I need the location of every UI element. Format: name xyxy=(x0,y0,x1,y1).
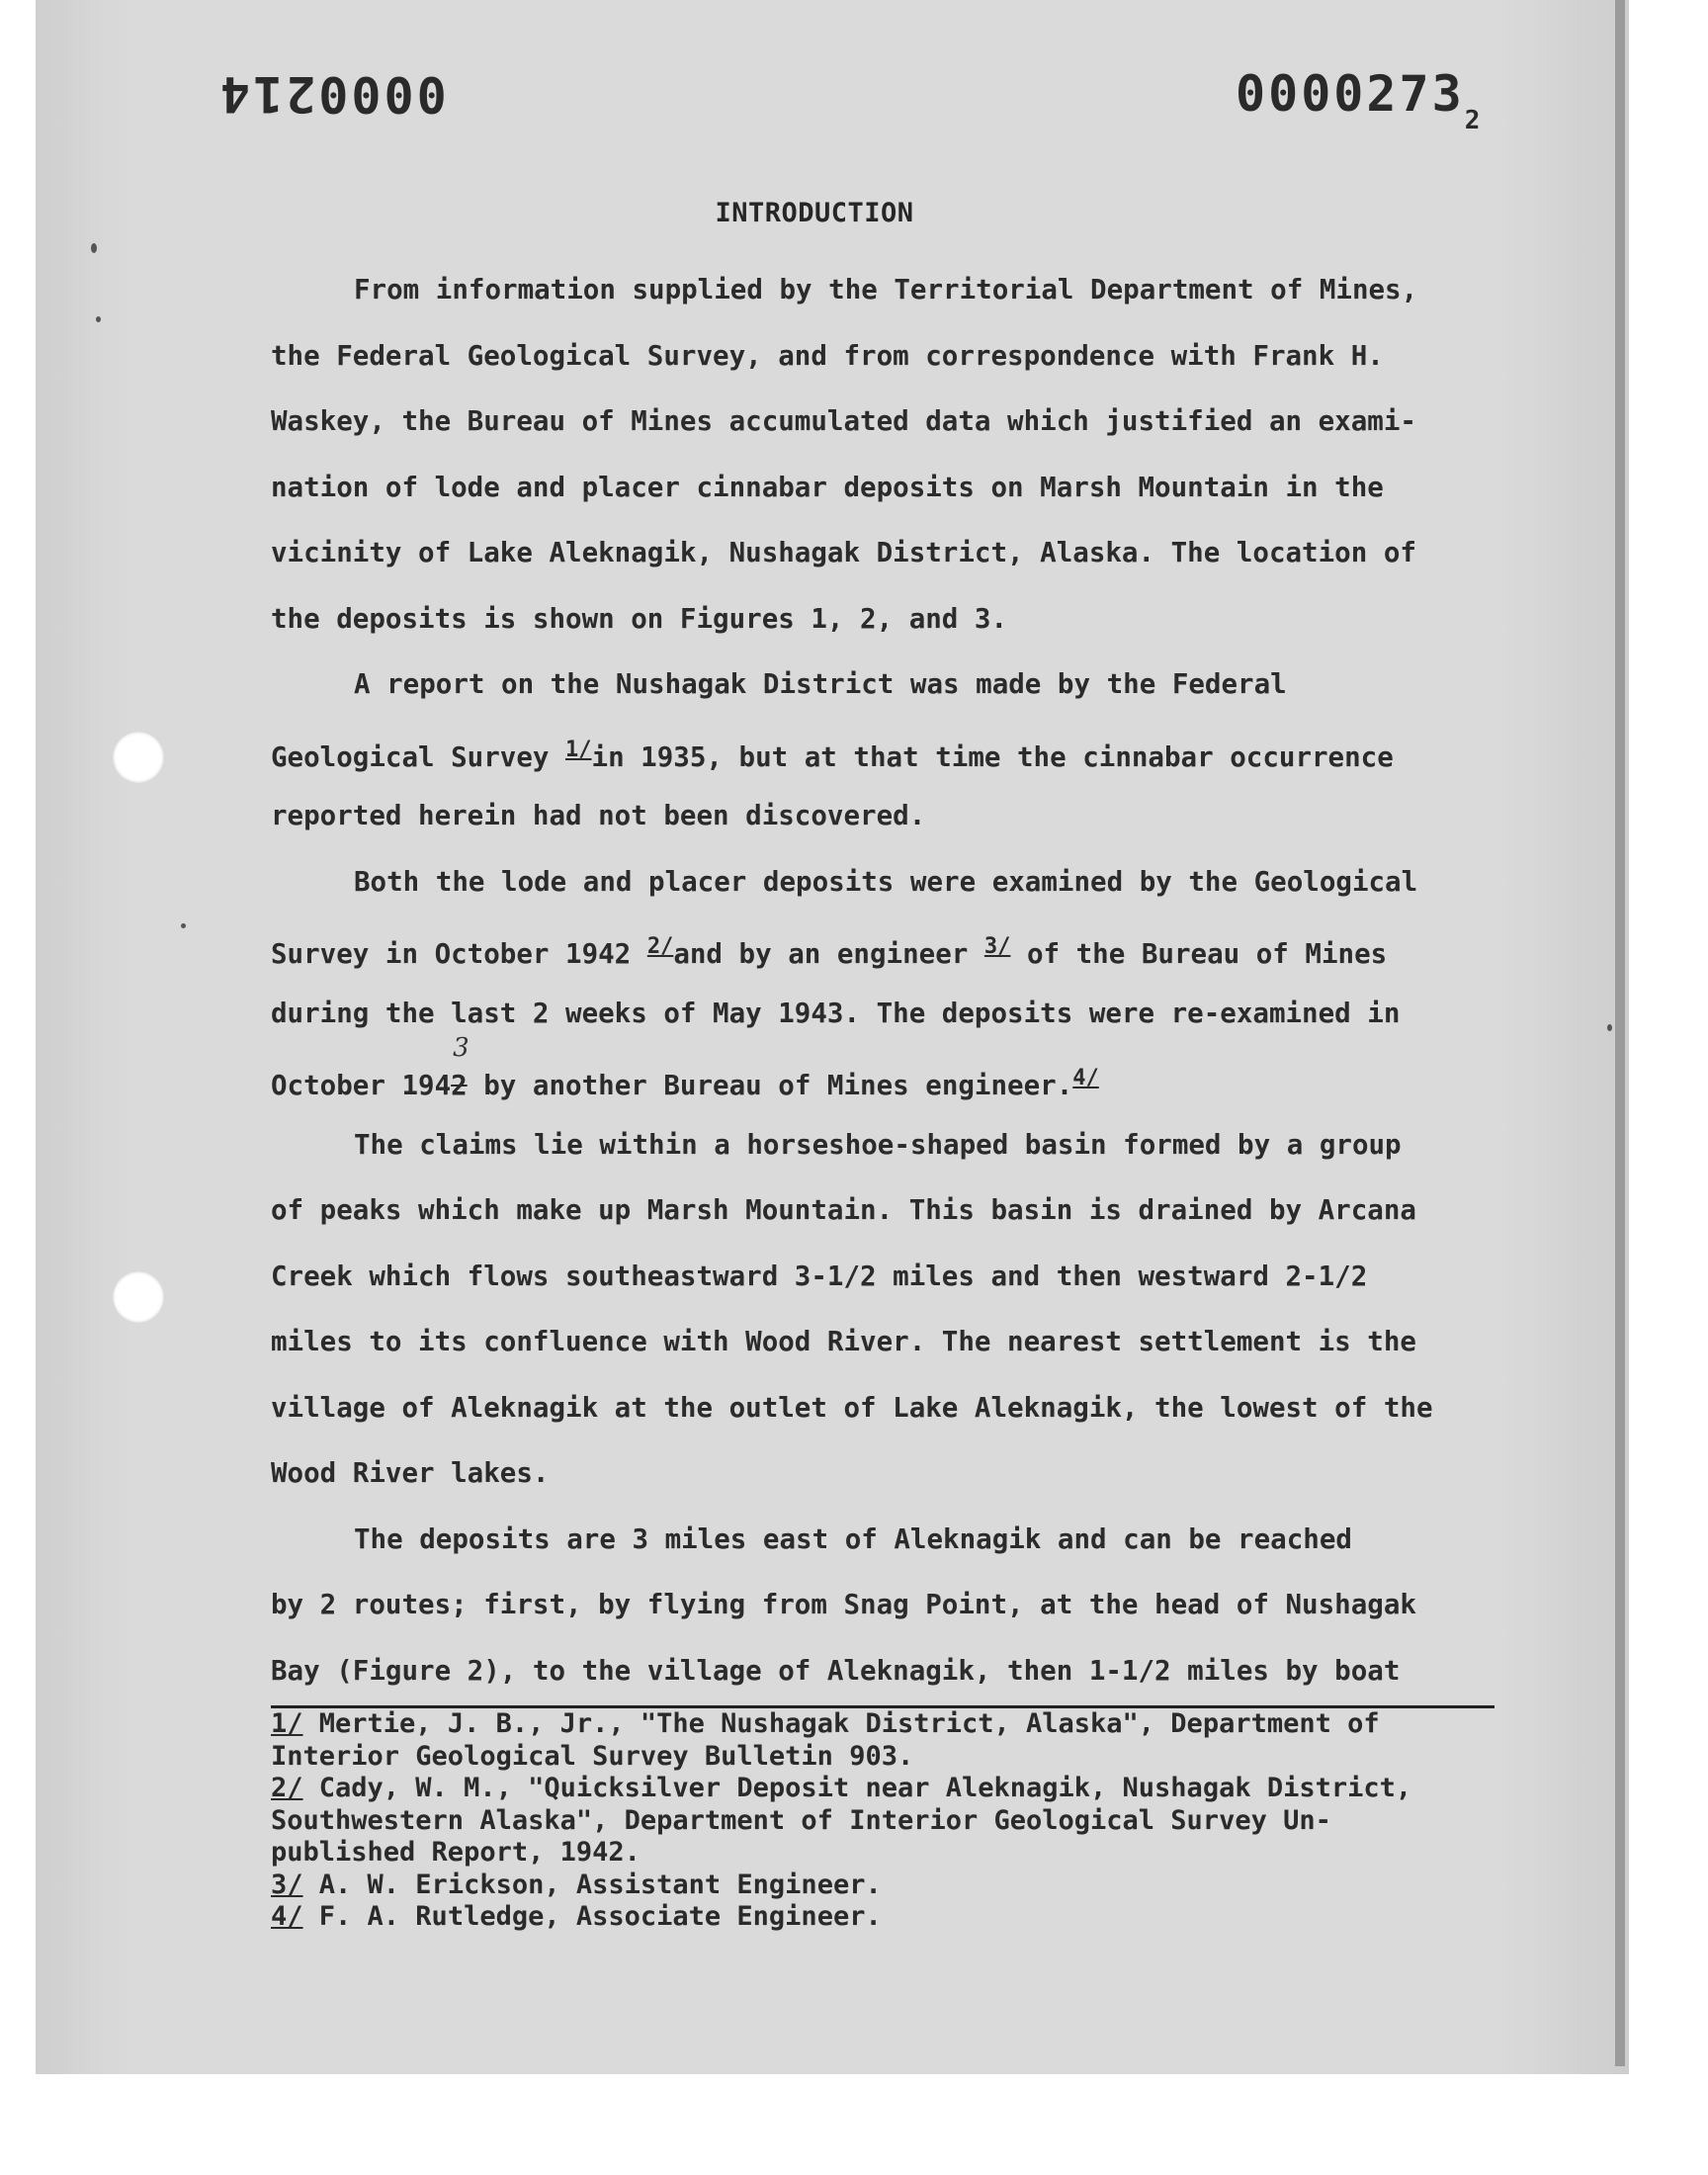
footnote-line xyxy=(271,1805,1494,1838)
footnote-mark: 4/ xyxy=(271,1901,303,1932)
footnote-line xyxy=(271,1773,1494,1805)
paragraph-3-line xyxy=(271,914,1437,981)
paragraph-5-line: Bay (Figure 2), to the village of Aleknagik, then 1-1/2 miles by boat xyxy=(271,1654,1401,1687)
footnote-text: A. W. Erickson, Assistant Engineer. xyxy=(302,1869,882,1900)
scan-speck xyxy=(96,316,101,322)
paragraph-5-line: The deposits are 3 miles east of Aleknagik and can be reached xyxy=(354,1522,1352,1555)
stamp-right-subscript: 2 xyxy=(1464,106,1481,135)
footnote-reference-3: 3/ xyxy=(983,934,1011,959)
paragraph-4-line: miles to its confluence with Wood River. The nearest settlement is the xyxy=(271,1326,1416,1357)
footnote-text: F. A. Rutledge, Associate Engineer. xyxy=(302,1901,882,1932)
handwritten-correction: 3 xyxy=(453,1033,470,1063)
footnote-line xyxy=(271,1901,1494,1934)
paragraph-4-line: village of Aleknagik at the outlet of Lake Aleknagik, the lowest of the xyxy=(271,1391,1433,1424)
paragraph-1-line: Waskey, the Bureau of Mines accumulated data which justified an exami- xyxy=(271,405,1416,437)
paragraph-3-line: Both the lode and placer deposits were examined by the Geological xyxy=(354,865,1418,898)
footnote-line xyxy=(271,1708,1494,1741)
footnote-reference-2: 2/ xyxy=(646,934,674,959)
paragraph-2-line: reported herein had not been discovered. xyxy=(271,800,926,831)
punch-hole-bottom xyxy=(113,1271,164,1323)
footnote-mark: 1/ xyxy=(271,1708,303,1739)
footnote-line xyxy=(271,1837,1494,1870)
punch-hole-top xyxy=(113,732,164,783)
page-stamp-right xyxy=(1236,65,1480,135)
footnote-text: Interior Geological Survey Bulletin 903. xyxy=(271,1740,914,1772)
footnote-line xyxy=(271,1741,1494,1774)
stamp-right-suffix: 3 xyxy=(1431,65,1465,123)
text-run: October 194 xyxy=(271,1070,452,1101)
paragraph-4-line: of peaks which make up Marsh Mountain. This basin is drained by Arcana xyxy=(271,1194,1416,1226)
paragraph-4-line: Wood River lakes. xyxy=(271,1457,550,1489)
stamp-right-number: 000027 xyxy=(1236,65,1432,123)
page-edge-shadow xyxy=(1615,0,1625,2066)
paragraph-2-line xyxy=(271,718,1437,784)
corrected-digit xyxy=(451,1033,470,1119)
footnote-line xyxy=(271,1870,1494,1902)
section-heading: INTRODUCTION xyxy=(715,198,914,228)
paragraph-1-line: vicinity of Lake Aleknagik, Nushagak District, Alaska. The location of xyxy=(271,537,1416,568)
paragraph-1-line: From information supplied by the Territorial Department of Mines, xyxy=(354,274,1418,305)
paragraph-4-line: The claims lie within a horseshoe-shaped basin formed by a group xyxy=(354,1128,1402,1161)
paragraph-1-line: the deposits is shown on Figures 1, 2, and 3. xyxy=(271,602,1008,635)
text-run: by another Bureau of Mines engineer. xyxy=(467,1070,1073,1101)
text-run: and by an engineer xyxy=(673,938,984,970)
page-stamp-left: 0000214 xyxy=(217,65,447,123)
body-text xyxy=(271,257,1437,1703)
footnote-text: Southwestern Alaska", Department of Interior Geological Survey Un- xyxy=(271,1804,1331,1836)
scan-speck xyxy=(91,243,97,253)
footnote-reference-4: 4/ xyxy=(1072,1066,1099,1090)
footnote-reference-1: 1/ xyxy=(565,737,592,762)
paragraph-3-line: during the last 2 weeks of May 1943. The deposits were re-examined in xyxy=(271,997,1401,1029)
text-run: of the Bureau of Mines xyxy=(1010,938,1388,970)
footnote-mark: 2/ xyxy=(271,1773,303,1803)
text-run: Geological Survey xyxy=(271,740,566,773)
struck-digit: 2 xyxy=(451,1070,468,1101)
paragraph-4-line: Creek which flows southeastward 3-1/2 miles and then westward 2-1/2 xyxy=(271,1260,1368,1292)
paragraph-1-line: the Federal Geological Survey, and from correspondence with Frank H. xyxy=(271,339,1384,372)
footnote-text: Cady, W. M., "Quicksilver Deposit near Aleknagik, Nushagak District, xyxy=(302,1773,1412,1803)
paragraph-5-line: by 2 routes; first, by flying from Snag Point, at the head of Nushagak xyxy=(271,1589,1416,1620)
footnote-text: published Report, 1942. xyxy=(271,1837,640,1868)
footnote-mark: 3/ xyxy=(271,1869,303,1900)
scan-speck xyxy=(1607,1024,1612,1031)
paragraph-3-line xyxy=(271,1033,1437,1112)
scan-speck xyxy=(181,923,186,928)
text-run: in 1935, but at that time the cinnabar occurrence xyxy=(591,740,1394,773)
footnotes xyxy=(271,1708,1494,1934)
paragraph-2-line: A report on the Nushagak District was made by the Federal xyxy=(354,668,1287,700)
text-run: Survey in October 1942 xyxy=(271,938,647,970)
paragraph-1-line: nation of lode and placer cinnabar deposits on Marsh Mountain in the xyxy=(271,471,1384,503)
footnote-text: Mertie, J. B., Jr., "The Nushagak District, Alaska", Department of xyxy=(302,1708,1380,1739)
